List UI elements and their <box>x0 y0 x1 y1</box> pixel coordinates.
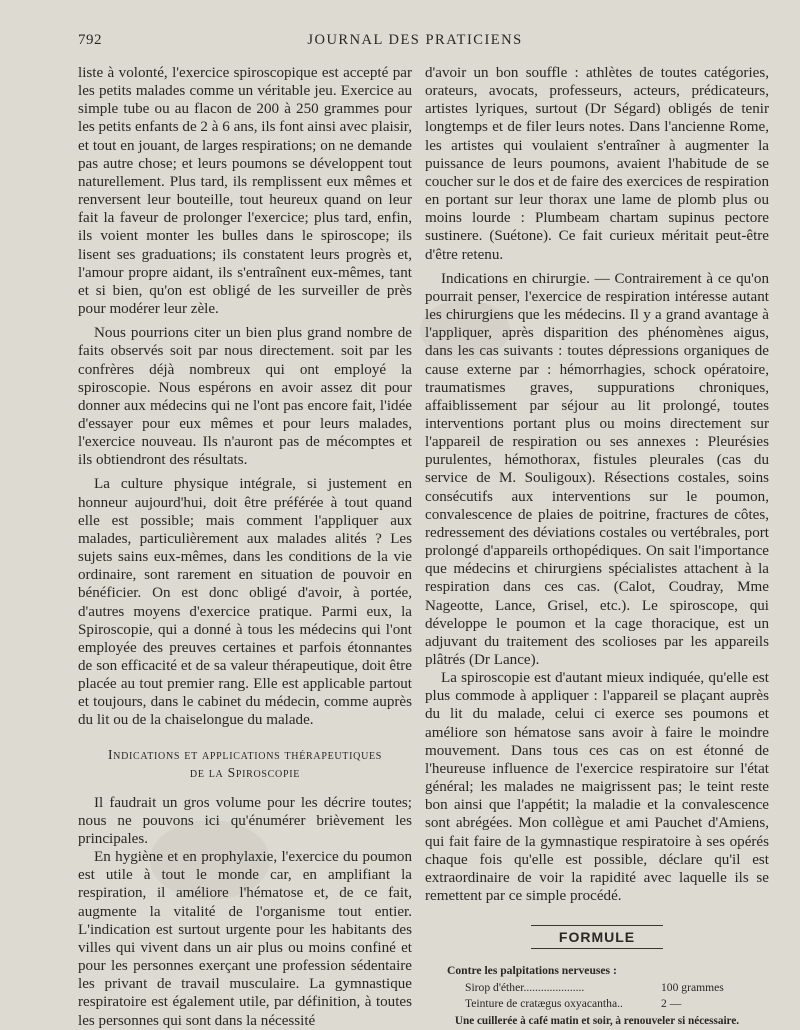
section-heading-line: de la Spiroscopie <box>189 764 301 780</box>
paragraph: En hygiène et en prophylaxie, l'exercice du poumon est utile à tout le monde car, en amplifiant la respiration, il améliore l'hématose et, de ce fait, augmente la vitalité de l'organisme tout entier. L'indication est surtout urgente pour les habitants des villes qui vivent dans un air plus ou moins confiné et pour les personnes exerçant une profession sédentaire les privant de travail musculaire. La gymnastique respiratoire est également utile, par définition, à toutes les personnes qui sont dans la nécessité <box>78 849 412 1029</box>
paragraph: Nous pourrions citer un bien plus grand nombre de faits observés soit par nous directement. soit par les confrères déjà nombreux qui ont employé la spiroscopie. Nous espérons en avoir assez dit pour donner aux médecins qui ne l'ont pas encore fait, l'idée d'essayer pour eux mêmes et pour leurs malades, l'exercice nouveau. Ils n'auront pas de mécomptes et ils obtiendront des résultats. <box>78 325 412 469</box>
paragraph: Il faudrait un gros volume pour les décrire toutes; nous ne pouvons ici qu'énumérer brièvement les principales. <box>78 794 412 847</box>
formula-ingredient <box>425 996 769 1013</box>
formula-heading: Contre les palpitations nerveuses : <box>447 964 617 978</box>
page-number: 792 <box>78 32 102 48</box>
formula-content <box>425 963 769 1029</box>
paragraph: liste à volonté, l'exercice spiroscopique est accepté par les petits malades comme un véritable jeu. Exercice au simple tube ou au flacon de 200 à 250 grammes pour les petits enfants de 2 à 6 ans, ils font ainsi avec plaisir, et tout en jouant, de larges respirations; on ne demande pas autre chose; et leurs poumons se développent tout naturellement. Plus tard, ils remplissent eux mêmes et renversent leur bouteille, tout heureux quand on leur fait la faveur de prolonger l'exercice; plus tard, enfin, ils voient monter les bulles dans le spiroscope; ils lisent ses graduations; ils constatent leurs progrès et, l'amour propre aidant, ils s'entraînent eux-mêmes, tant et si bien, qu'on est obligé de les surveiller de près pour modérer leur zèle. <box>78 65 412 318</box>
ingredient-name: Teinture de cratægus oxyacantha.. <box>465 997 623 1011</box>
formula-title-frame <box>531 925 663 949</box>
right-column <box>425 64 769 1029</box>
ingredient-name: Sirop d'éther..................... <box>465 980 585 994</box>
page-header <box>78 32 752 54</box>
section-heading <box>78 746 412 782</box>
article-body <box>78 64 778 1029</box>
journal-title: JOURNAL DES PRATICIENS <box>307 32 523 48</box>
paragraph: Indications en chirurgie. — Contrairement à ce qu'on pourrait penser, l'exercice de respiration intéresse autant les chirurgiens que les médecins. Il y a grand avantage à l'appliquer, après disparition des phénomènes aigus, dans les cas suivants : toutes dépressions organiques de cause externe par : hémorrhagies, schock opératoire, traumatismes graves, suppurations chroniques, affaiblissement par séjour au lit prolongé, toutes interventions portant plus ou moins directement sur l'appareil de respiration ou ses annexes : Pleurésies purulentes, hémothorax, fistules pleurales (cas du service de M. Souligoux). Résections costales, soins consécutifs aux interventions sur le poumon, convalescence de plaies de poitrine, fractures de côtes, redressement des déviations costales ou vertébrales, port prolongé d'appareils orthopédiques. On sait l'importance que médecins et chirurgiens spécialistes attachent à la respiration dans ces cas. (Calot, Coudray, Mme Nageotte, Lance, Grisel, etc.). Le spiroscope, qui développe le poumon et la cage thoracique, est un adjuvant du traitement des scolioses par les appareils plâtrés (Dr Lance). <box>425 270 769 668</box>
left-column <box>78 64 412 1030</box>
paragraph: d'avoir un bon souffle : athlètes de toutes catégories, orateurs, avocats, professeurs, acteurs, prédicateurs, artistes lyriques, surtout (Dr Ségard) obligés de tenir longtemps et de filer leurs notes. Dans l'ancienne Rome, les artistes qui voulaient s'entraîner à augmenter la puissance de leurs poumons, avaient l'habitude de se coucher sur le dos et de faire des exercices de respiration en portant sur leur thorax une lame de plomb plus ou moins lourde : Plumbeam chartam supinus pectore sustinere. (Suétone). Ce fait curieux méritait peut-être d'être retenu. <box>425 65 769 263</box>
paragraph: La spiroscopie est d'autant mieux indiquée, qu'elle est plus commode à appliquer : l'appareil se plaçant auprès du lit du malade, celui ci exerce ses poumons et améliore son hématose sans avoir à faire le moindre mouvement. Dans tous ces cas on est étonné de l'heureuse influence de l'exercice respiratoire sur l'état général; les malades ne maigrissent pas; le teint reste bon ainsi que l'appétit; la maladie et la convalescence sont abrégées. Mon collègue et ami Pauchet d'Amiens, qui fait faire de la gymnastique respiratoire à ses opérés chaque fois qu'elle est possible, déclare qu'il est extraordinaire de voir la rapidité avec laquelle ils se remettent par ce simple procédé. <box>425 670 769 905</box>
section-heading-line: Indications et applications thérapeutiques <box>107 746 383 762</box>
formula-box <box>425 925 769 1029</box>
formula-instructions: Une cuillerée à café matin et soir, à renouveler si nécessaire. <box>454 1014 740 1027</box>
formula-ingredient <box>425 980 769 997</box>
ingredient-dose: 2 — <box>661 997 682 1011</box>
paragraph: La culture physique intégrale, si justement en honneur aujourd'hui, doit être préférée à tout quand elle est possible; mais comment l'appliquer aux malades, particulièrement aux malades alités ? Les sujets sains eux-mêmes, dans les conditions de la vie ordinaire, sont rarement en situation de pouvoir en bénéficier. On est donc obligé d'avoir, à portée, d'autres moyens d'exercice pratique. Parmi eux, la Spiroscopie, qui a donné à tous les médecins qui l'ont employée des preuves certaines et parfois étonnantes de son efficacité et de sa valeur thérapeutique, doit être placée au tout premier rang. Elle est applicable partout et toujours, dans le cabinet du médecin, comme auprès du lit ou de la chaiselongue du malade. <box>78 476 412 729</box>
formula-title: FORMULE <box>558 929 636 946</box>
ingredient-dose: 100 grammes <box>661 980 724 994</box>
